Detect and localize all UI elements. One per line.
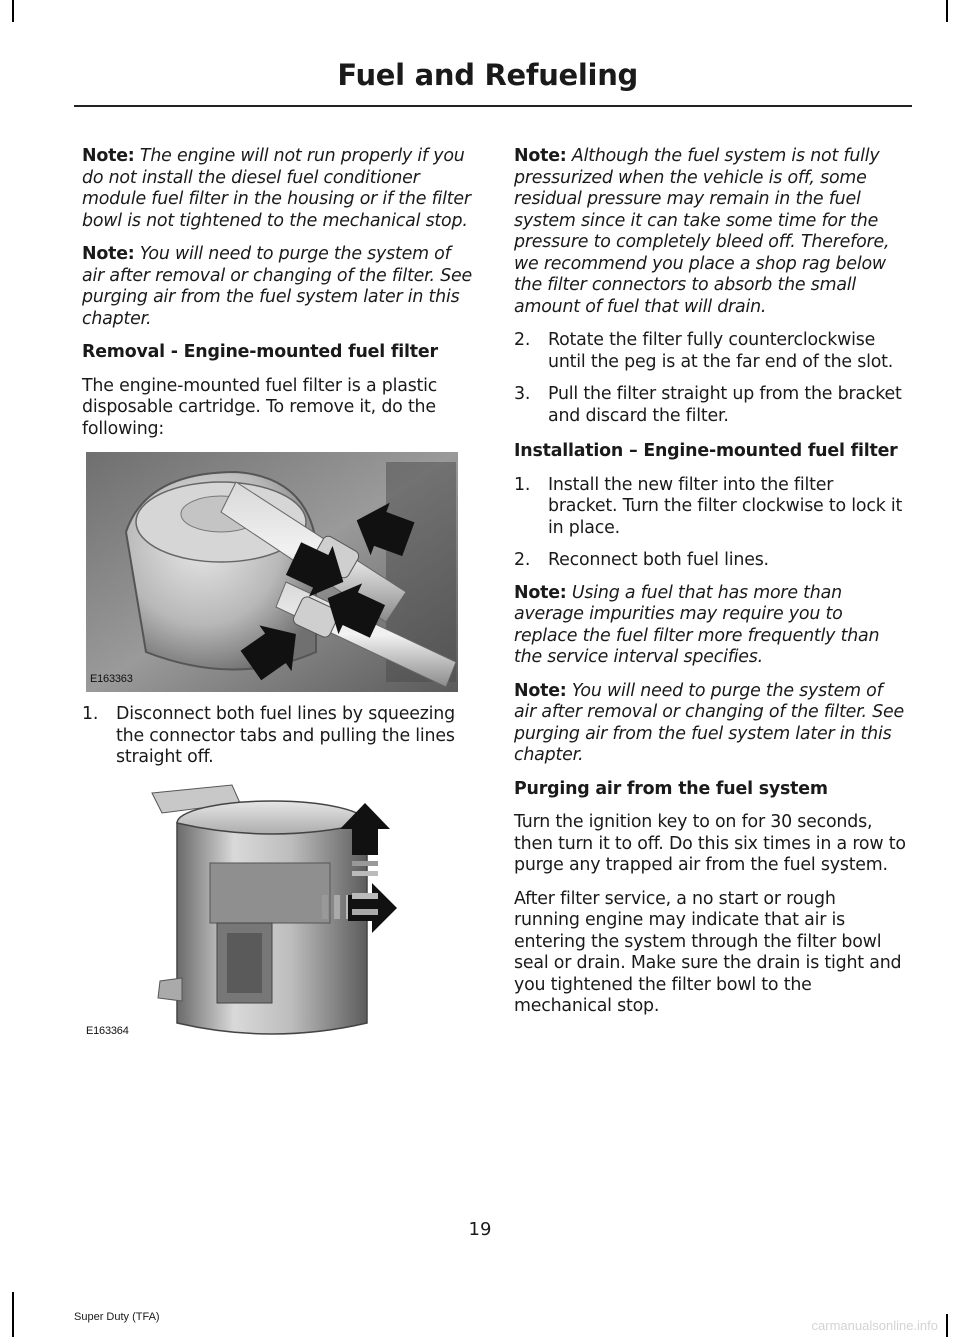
note-label: Note: <box>514 146 567 166</box>
heading-purging: Purging air from the fuel system <box>514 778 828 799</box>
figure-filter-canister <box>82 783 412 1045</box>
page-title: Fuel and Refueling <box>337 58 638 92</box>
step-text: Install the new filter into the filter bracket. Turn the filter clockwise to lock it in place. <box>548 474 903 538</box>
crop-mark-bottom-left <box>12 1292 14 1337</box>
note-label: Note: <box>82 146 135 166</box>
install-step-2 <box>514 550 906 572</box>
step-number: 2. <box>514 330 531 350</box>
book-title: Super Duty (TFA) <box>74 1311 160 1323</box>
note-purge-system <box>82 244 474 330</box>
watermark: carmanualsonline.info <box>811 1318 938 1333</box>
purge-paragraph-2: After filter service, a no start or rough running engine may indicate that air is entering the system through the filter bowl seal or drain. Make sure the drain is tight and you tightened the filter bowl to the mechanical stop. <box>514 888 902 1016</box>
removal-step-3 <box>514 384 906 427</box>
figure-id: E163363 <box>90 672 133 685</box>
removal-intro: The engine-mounted fuel filter is a plastic disposable cartridge. To remove it, do the following: <box>82 375 438 439</box>
fuel-filter-canister-illustration <box>82 783 412 1045</box>
note-label: Note: <box>514 582 567 603</box>
left-column <box>82 146 474 1057</box>
crop-mark-top-left <box>12 0 14 22</box>
step-text: Disconnect both fuel lines by squeezing the connector tabs and pulling the lines straight off. <box>116 704 455 767</box>
install-step-1 <box>514 475 906 540</box>
note-fuel-impurities <box>514 583 906 669</box>
note-text: Although the fuel system is not fully pressurized when the vehicle is off, some residual pressure may remain in the fuel system since it can take some time for the pressure to completely bleed off. Therefore, we recommend you place a shop rag below the filter connectors to absorb the small amount of fuel that will drain. <box>514 146 890 317</box>
note-purge-filter <box>82 146 474 232</box>
step-number: 1. <box>514 474 531 495</box>
crop-mark-top-right <box>946 0 948 22</box>
note-text: Using a fuel that has more than average impurities may require you to replace the fuel filter more frequently than the service interval specifies. <box>514 582 880 667</box>
note-text: You will need to purge the system of air after removal or changing of the filter. See purging air from the fuel system later in this chapter. <box>514 680 905 765</box>
step-text: Rotate the filter fully counterclockwise until the peg is at the far end of the slot. <box>548 330 894 372</box>
note-label: Note: <box>82 244 135 264</box>
note-residual-pressure <box>514 146 906 318</box>
note-text: The engine will not run properly if you do not install the diesel fuel conditioner module fuel filter in the housing or if the filter bowl is not tightened to the mechanical stop. <box>82 146 471 231</box>
removal-step-2 <box>514 330 906 373</box>
engine-fuel-filter-illustration <box>86 452 458 692</box>
heading-installation: Installation – Engine-mounted fuel filter <box>514 441 898 461</box>
figure-id: E163364 <box>86 1025 129 1037</box>
heading-removal: Removal - Engine-mounted fuel filter <box>82 342 438 362</box>
page-number: 19 <box>468 1219 492 1240</box>
step-number: 1. <box>82 704 99 724</box>
note-purge-system-2 <box>514 681 906 767</box>
right-column <box>514 146 906 1030</box>
crop-mark-bottom-right <box>946 1314 948 1337</box>
step-text: Pull the filter straight up from the bracket and discard the filter. <box>548 384 902 426</box>
step-number: 3. <box>514 384 531 404</box>
step-text: Reconnect both fuel lines. <box>548 550 769 570</box>
step-number: 2. <box>514 550 531 570</box>
purge-paragraph-1: Turn the ignition key to on for 30 seconds, then turn it to off. Do this six times in a row to purge any trapped air from the fuel system. <box>514 812 906 875</box>
note-text: You will need to purge the system of air after removal or changing of the filter. See purging air from the fuel system later in this chapter. <box>82 244 473 329</box>
header-rule <box>74 105 912 107</box>
figure-engine-filter <box>86 452 458 692</box>
removal-step-1 <box>82 704 474 769</box>
note-label: Note: <box>514 680 567 701</box>
